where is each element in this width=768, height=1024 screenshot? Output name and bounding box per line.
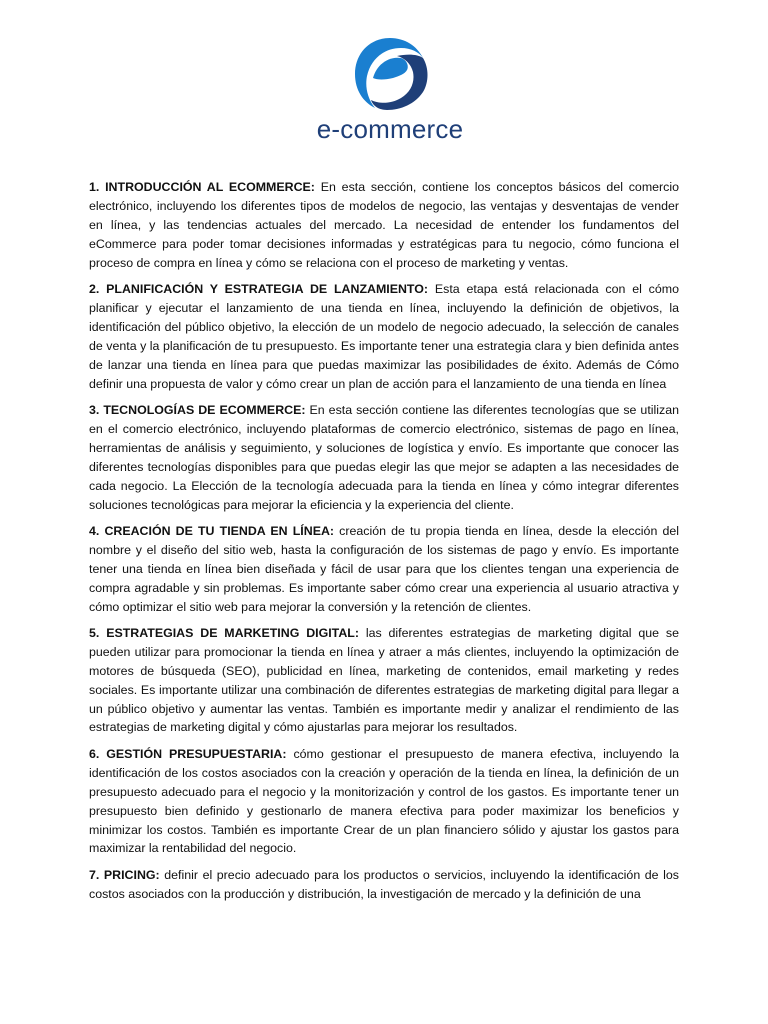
section-pricing [89,866,679,904]
section-heading: 2. PLANIFICACIÓN Y ESTRATEGIA DE LANZAMIENTO: [89,282,429,297]
document-body [89,178,679,911]
section-introduccion [89,178,679,273]
section-text: En esta sección, contiene los conceptos básicos del comercio electrónico, incluyendo los diferentes tipos de modelos de negocio, las ventajas y desventajas de vender en línea, y las tendencias actuales del mercado. La necesidad de entender los fundamentos del eCommerce para poder tomar decisiones informadas y estratégicas para tu negocio, cómo funciona el proceso de compra en línea y cómo se relaciona con el proceso de marketing y ventas. [89,180,680,270]
section-gestion-presupuestaria [89,745,679,858]
section-heading: 7. PRICING: [89,867,160,882]
section-text: definir el precio adecuado para los productos o servicios, incluyendo la identificación de los costos asociados con la producción y distribución, la investigación de mercado y la definición de una [89,867,679,901]
logo-wordmark: e-commerce [316,114,464,144]
section-heading: 6. GESTIÓN PRESUPUESTARIA: [89,746,287,761]
section-text: cómo gestionar el presupuesto de manera efectiva, incluyendo la identificación de los costos asociados con la creación y operación de la tienda en línea, la definición de un presupuesto adecuado para el negocio y la monitorización y control de los gastos. Es importante tener un presupuesto bien definido y gestionarlo de manera efectiva para poder maximizar los beneficios y minimizar los costos. También es importante Crear de un plan financiero sólido y ajustar los gastos para maximizar la rentabilidad del negocio. [89,746,679,856]
section-text: En esta sección contiene las diferentes tecnologías que se utilizan en el comercio electrónico, incluyendo plataformas de comercio electrónico, sistemas de pago en línea, herramientas de análisis y seguimiento, y soluciones de logística y envío. Es importante que conocer las diferentes tecnologías disponibles para que puedas elegir las que mejor se adapten a las necesidades de cada negocio. La Elección de la tecnología adecuada para la tienda en línea y cómo integrar diferentes soluciones tecnológicas para mejorar la eficiencia y la experiencia del cliente. [89,402,679,512]
section-text: Esta etapa está relacionada con el cómo planificar y ejecutar el lanzamiento de una tienda en línea, incluyendo la definición de objetivos, la identificación del público objetivo, la elección de un modelo de negocio adecuado, la selección de canales de venta y la planificación de tu presupuesto. Es importante tener una estrategia clara y bien definida antes de lanzar una tienda en línea para que puedas maximizar las posibilidades de éxito. Además de Cómo definir una propuesta de valor y cómo crear un plan de acción para el lanzamiento de una tienda en línea [89,282,679,391]
section-tecnologias [89,401,679,514]
section-text: creación de tu propia tienda en línea, desde la elección del nombre y el diseño del sitio web, hasta la configuración de los sistemas de pago y envío. Es importante tener una tienda en línea bien diseñada y fácil de usar para que los clientes tengan una experiencia de compra agradable y sin problemas. Es importante saber cómo crear una experiencia al usuario atractiva y cómo optimizar el sitio web para mejorar la conversión y la retención de clientes. [89,523,679,614]
section-text: las diferentes estrategias de marketing digital que se pueden utilizar para promocionar la tienda en línea y atraer a más clientes, incluyendo la optimización de motores de búsqueda (SEO), publicidad en línea, marketing de contenidos, email marketing y redes sociales. Es importante utilizar una combinación de diferentes estrategias de marketing digital para llegar a un público objetivo y aumentar las ventas. También es importante medir y analizar el rendimiento de las estrategias de marketing digital y cómo ajustarlas para mejorar los resultados. [89,625,679,735]
section-heading: 5. ESTRATEGIAS DE MARKETING DIGITAL: [89,625,359,640]
section-marketing-digital [89,624,679,737]
e-logo-icon [349,34,431,114]
section-heading: 1. INTRODUCCIÓN AL ECOMMERCE: [89,180,315,194]
section-heading: 4. CREACIÓN DE TU TIENDA EN LÍNEA: [89,523,335,538]
section-creacion-tienda [89,522,679,617]
e-commerce-logo [302,34,478,146]
section-heading: 3. TECNOLOGÍAS DE ECOMMERCE: [89,402,306,417]
section-planificacion [89,280,679,393]
